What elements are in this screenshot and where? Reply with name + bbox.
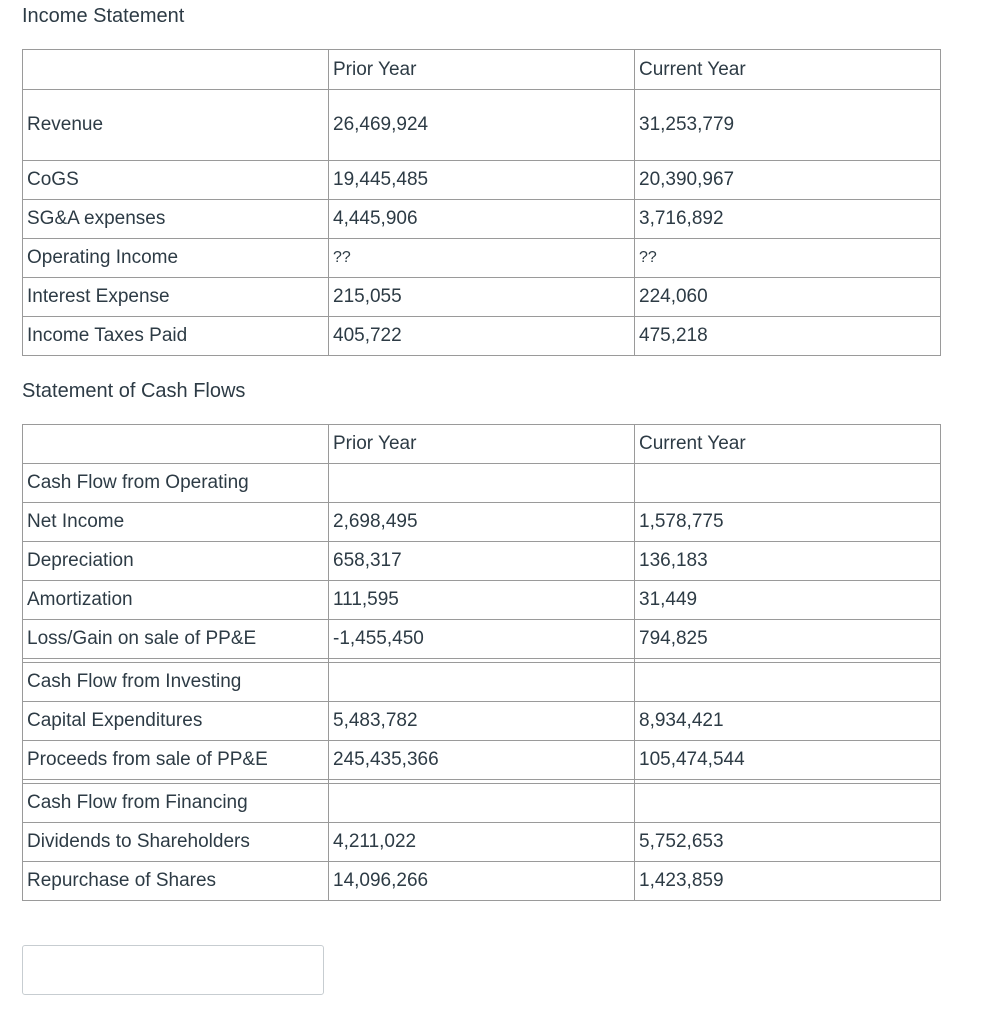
- row-label: Loss/Gain on sale of PP&E: [23, 620, 329, 659]
- income-statement-title: Income Statement: [22, 5, 185, 27]
- current-year-value: 105,474,544: [635, 741, 941, 780]
- row-label: Revenue: [23, 90, 329, 161]
- prior-year-value: 405,722: [329, 317, 635, 356]
- header-prior-year: Prior Year: [329, 425, 635, 464]
- current-year-value: 475,218: [635, 317, 941, 356]
- table-header-row: [23, 50, 941, 90]
- current-year-value: 31,253,779: [635, 90, 941, 161]
- row-label: Operating Income: [23, 239, 329, 278]
- row-label: Dividends to Shareholders: [23, 823, 329, 862]
- current-year-value: 5,752,653: [635, 823, 941, 862]
- empty-cell: [329, 784, 635, 823]
- header-current-year: Current Year: [635, 50, 941, 90]
- table-header-row: [23, 425, 941, 464]
- prior-year-value: 19,445,485: [329, 161, 635, 200]
- row-label: Income Taxes Paid: [23, 317, 329, 356]
- table-row: [23, 278, 941, 317]
- section-row-operating: [23, 464, 941, 503]
- row-label: Interest Expense: [23, 278, 329, 317]
- table-row: [23, 702, 941, 741]
- section-row-financing: [23, 784, 941, 823]
- table-row: [23, 317, 941, 356]
- prior-year-value: 215,055: [329, 278, 635, 317]
- section-label: Cash Flow from Investing: [23, 663, 329, 702]
- income-statement-table: [22, 49, 941, 356]
- prior-year-value: 5,483,782: [329, 702, 635, 741]
- current-year-value: 8,934,421: [635, 702, 941, 741]
- header-cell-empty: [23, 50, 329, 90]
- table-row: [23, 239, 941, 278]
- row-label: CoGS: [23, 161, 329, 200]
- section-label: Cash Flow from Operating: [23, 464, 329, 503]
- row-label: Depreciation: [23, 542, 329, 581]
- current-year-value: 224,060: [635, 278, 941, 317]
- prior-year-value: 26,469,924: [329, 90, 635, 161]
- current-year-value: ??: [635, 239, 941, 278]
- table-row: [23, 200, 941, 239]
- table-row: [23, 862, 941, 901]
- current-year-value: 20,390,967: [635, 161, 941, 200]
- table-row-revenue: [23, 90, 941, 161]
- prior-year-value: 111,595: [329, 581, 635, 620]
- prior-year-value: 4,211,022: [329, 823, 635, 862]
- table-row: [23, 503, 941, 542]
- current-year-value: 136,183: [635, 542, 941, 581]
- current-year-value: 794,825: [635, 620, 941, 659]
- empty-cell: [635, 464, 941, 503]
- section-label: Cash Flow from Financing: [23, 784, 329, 823]
- cash-flows-title: Statement of Cash Flows: [22, 380, 246, 402]
- row-label: Net Income: [23, 503, 329, 542]
- prior-year-value: 2,698,495: [329, 503, 635, 542]
- table-row: [23, 741, 941, 780]
- prior-year-value: ??: [329, 239, 635, 278]
- current-year-value: 1,578,775: [635, 503, 941, 542]
- current-year-value: 1,423,859: [635, 862, 941, 901]
- table-row: [23, 542, 941, 581]
- row-label: SG&A expenses: [23, 200, 329, 239]
- header-cell-empty: [23, 425, 329, 464]
- row-label: Proceeds from sale of PP&E: [23, 741, 329, 780]
- table-row: [23, 823, 941, 862]
- prior-year-value: 245,435,366: [329, 741, 635, 780]
- row-label: Repurchase of Shares: [23, 862, 329, 901]
- empty-cell: [635, 663, 941, 702]
- row-label: Capital Expenditures: [23, 702, 329, 741]
- prior-year-value: 14,096,266: [329, 862, 635, 901]
- table-row: [23, 161, 941, 200]
- table-row: [23, 620, 941, 659]
- empty-cell: [329, 464, 635, 503]
- header-prior-year: Prior Year: [329, 50, 635, 90]
- prior-year-value: -1,455,450: [329, 620, 635, 659]
- header-current-year: Current Year: [635, 425, 941, 464]
- table-row: [23, 581, 941, 620]
- empty-cell: [329, 663, 635, 702]
- prior-year-value: 658,317: [329, 542, 635, 581]
- answer-input-box[interactable]: [22, 945, 324, 995]
- current-year-value: 31,449: [635, 581, 941, 620]
- empty-cell: [635, 784, 941, 823]
- row-label: Amortization: [23, 581, 329, 620]
- section-row-investing: [23, 663, 941, 702]
- current-year-value: 3,716,892: [635, 200, 941, 239]
- prior-year-value: 4,445,906: [329, 200, 635, 239]
- cash-flows-table: [22, 424, 941, 901]
